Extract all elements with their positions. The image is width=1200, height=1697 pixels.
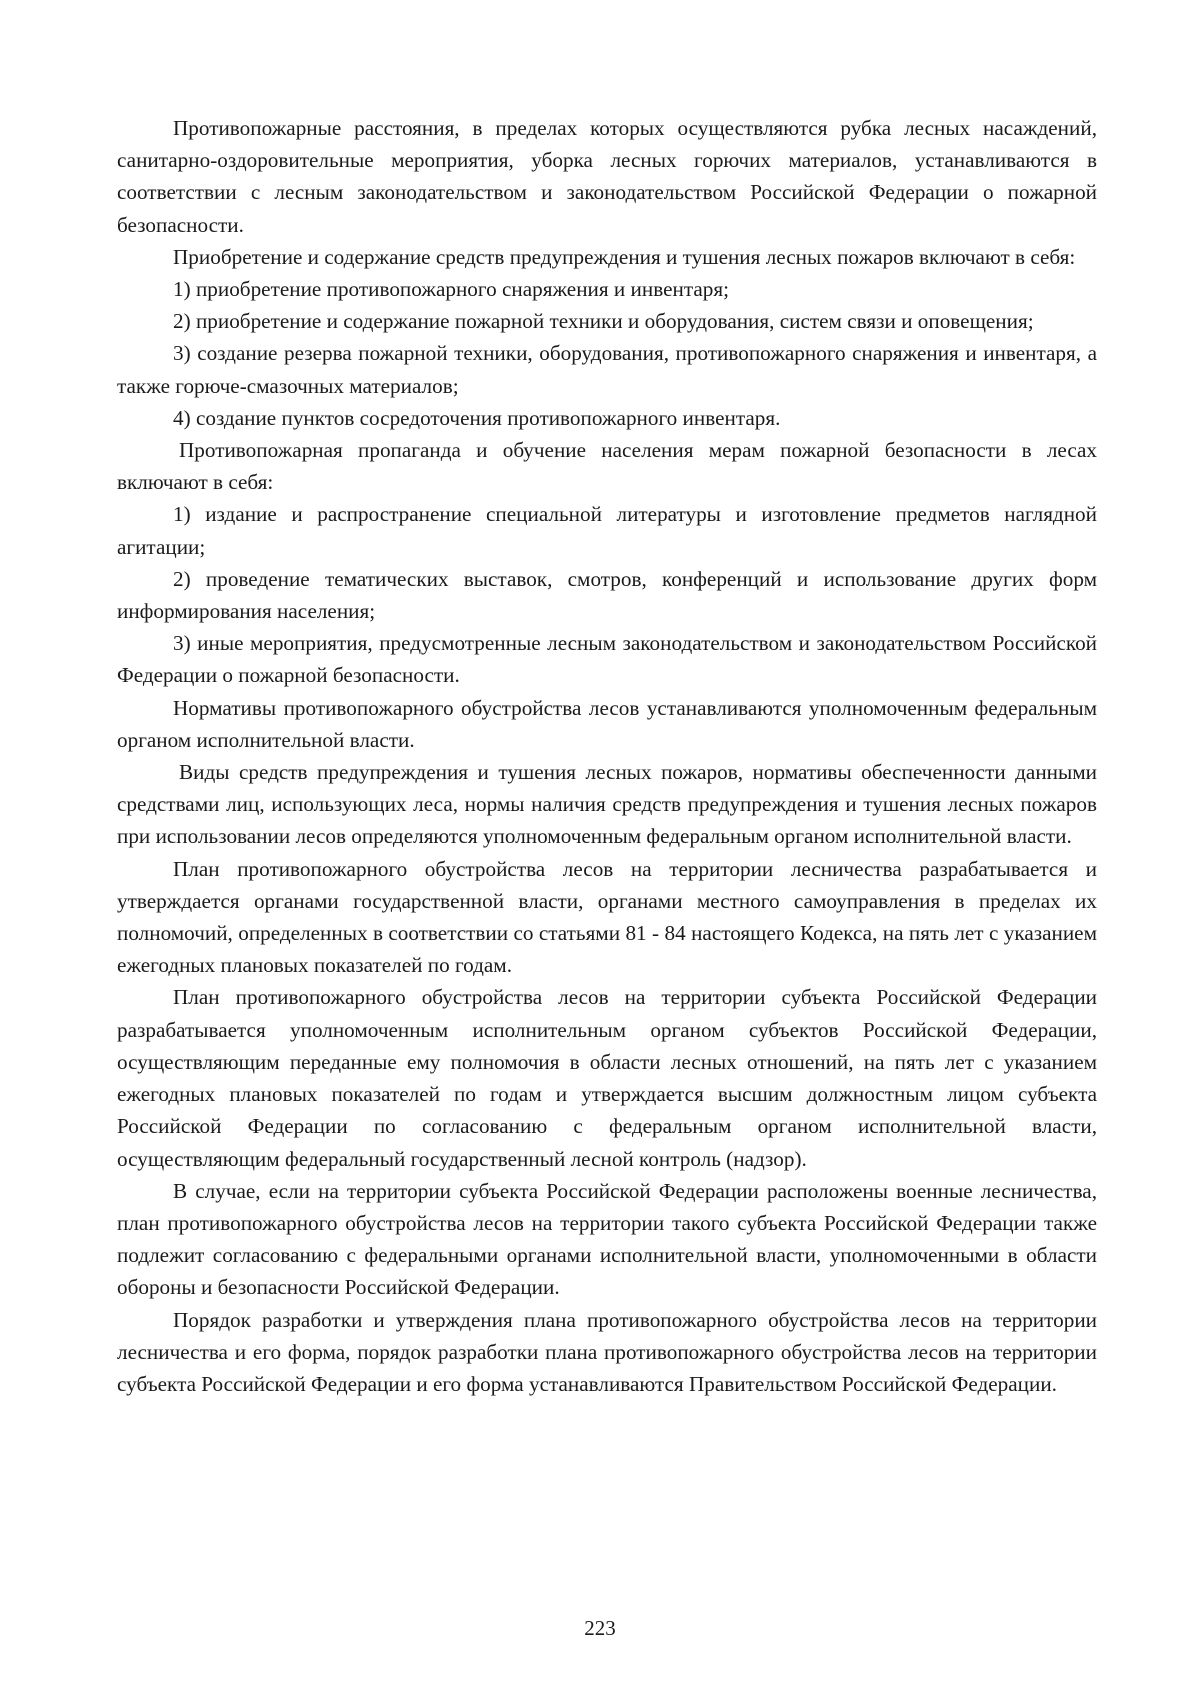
paragraph-acquisition-intro: Приобретение и содержание средств предупреждения и тушения лесных пожаров включают в себя: — [173, 244, 1076, 269]
list-item-equipment: 1) приобретение противопожарного снаряжения и инвентаря; — [173, 277, 730, 302]
paragraph-norms: Нормативы противопожарного обустройства лесов устанавливаются уполномоченным федеральным органом исполнительной власти. — [117, 695, 1097, 752]
paragraph-fire-distances: Противопожарные расстояния, в пределах которых осуществляются рубка лесных насаждений, санитарно-оздоровительные мероприятия, уборка лесных горючих материалов, устанавливаются в соответствии с лесным законодательством и законодательством Российской Федерации о пожарной безопасности. — [117, 116, 1097, 237]
paragraph-propaganda-intro: Противопожарная пропаганда и обучение населения мерам пожарной безопасности в лесах включают в себя: — [117, 438, 1097, 495]
list-item-reserve: 3) создание резерва пожарной техники, оборудования, противопожарного снаряжения и инвентаря, а также горюче-смазочных материалов; — [117, 341, 1097, 398]
paragraph-types-of-means: Виды средств предупреждения и тушения лесных пожаров, нормативы обеспеченности данными средствами лиц, использующих леса, нормы наличия средств предупреждения и тушения лесных пожаров при использовании лесов определяются уполномоченным федеральным органом исполнительной власти. — [117, 760, 1097, 849]
paragraph-forestry-plan: План противопожарного обустройства лесов на территории лесничества разрабатывается и утверждается органами государственной власти, органами местного самоуправления в пределах их полномочий, определенных в соответствии со статьями 81 - 84 настоящего Кодекса, на пять лет с указанием ежегодных плановых показателей по годам. — [117, 856, 1097, 978]
paragraph-military-forestry: В случае, если на территории субъекта Российской Федерации расположены военные лесничества, план противопожарного обустройства лесов на территории такого субъекта Российской Федерации также подлежит согласованию с федеральными органами исполнительной власти, уполномоченными в области обороны и безопасности Российской Федерации. — [117, 1178, 1097, 1300]
list-item-exhibitions: 2) проведение тематических выставок, смотров, конференций и использование других форм информирования населения; — [117, 566, 1097, 624]
list-item-machinery: 2) приобретение и содержание пожарной техники и оборудования, систем связи и оповещения; — [173, 309, 1034, 334]
paragraph-procedure: Порядок разработки и утверждения плана противопожарного обустройства лесов на территории лесничества и его форма, порядок разработки плана противопожарного обустройства лесов на территории субъекта Российской Федерации и его форма устанавливаются Правительством Российской Федерации. — [117, 1307, 1097, 1396]
document-body — [117, 112, 1097, 1400]
list-item-concentration-points: 4) создание пунктов сосредоточения противопожарного инвентаря. — [173, 405, 781, 430]
list-item-literature: 1) издание и распространение специальной литературы и изготовление предметов наглядной агитации; — [117, 502, 1097, 559]
paragraph-subject-plan: План противопожарного обустройства лесов на территории субъекта Российской Федерации разрабатывается уполномоченным исполнительным органом субъектов Российской Федерации, осуществляющим переданные ему полномочия в области лесных отношений, на пять лет с указанием ежегодных плановых показателей по годам и утверждается высшим должностным лицом субъекта Российской Федерации по согласованию с федеральным органом исполнительной власти, осуществляющим федеральный государственный лесной контроль (надзор). — [117, 985, 1097, 1171]
list-item-other-measures: 3) иные мероприятия, предусмотренные лесным законодательством и законодательством Российской Федерации о пожарной безопасности. — [117, 631, 1097, 688]
page-number: 223 — [584, 1616, 616, 1640]
